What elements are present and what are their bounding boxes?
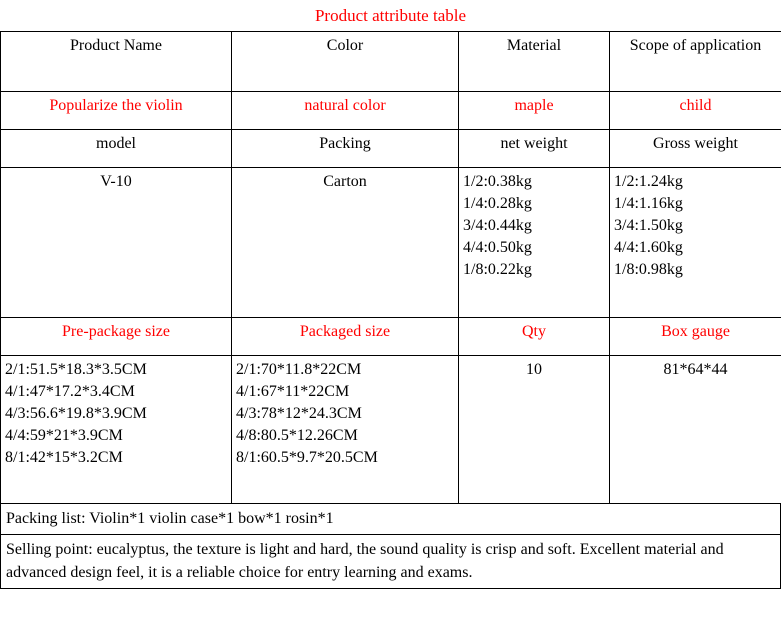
value-gross-weight [610,168,781,318]
packaged-size-line: 4/8:80.5*12.26CM [236,427,358,444]
header-gross-weight: Gross weight [610,130,781,168]
header-scope-of-application: Scope of application [610,32,781,92]
net-weight-line: 4/4:0.50kg [463,239,532,256]
value-box-gauge: 81*64*44 [610,356,781,504]
net-weight-line: 1/4:0.28kg [463,195,532,212]
header-product-name: Product Name [1,32,232,92]
table-row [1,130,781,168]
pre-package-size-line: 8/1:42*15*3.2CM [5,449,123,466]
product-attribute-table [0,31,781,504]
packaged-size-line: 4/1:67*11*22CM [236,383,350,400]
net-weight-line: 3/4:0.44kg [463,217,532,234]
pre-package-size-line: 4/4:59*21*3.9CM [5,427,123,444]
packing-list-note: Packing list: Violin*1 violin case*1 bow*1 rosin*1 [0,504,781,535]
gross-weight-line: 1/8:0.98kg [614,261,683,278]
gross-weight-line: 1/4:1.16kg [614,195,683,212]
page-title: Product attribute table [314,6,467,25]
net-weight-line: 1/8:0.22kg [463,261,532,278]
packaged-size-line: 4/3:78*12*24.3CM [236,405,362,422]
value-color: natural color [232,92,459,130]
header-model: model [1,130,232,168]
net-weight-line: 1/2:0.38kg [463,173,532,190]
header-pre-package-size: Pre-package size [1,318,232,356]
table-row [1,32,781,92]
header-color: Color [232,32,459,92]
notes-block [0,504,781,589]
value-packing: Carton [232,168,459,318]
table-row [1,356,781,504]
pre-package-size-line: 4/1:47*17.2*3.4CM [5,383,135,400]
header-packaged-size: Packaged size [232,318,459,356]
value-model: V-10 [1,168,232,318]
packaged-size-line: 2/1:70*11.8*22CM [236,361,362,378]
gross-weight-line: 4/4:1.60kg [614,239,683,256]
header-box-gauge: Box gauge [610,318,781,356]
header-qty: Qty [459,318,610,356]
table-row [1,318,781,356]
value-packaged-size [232,356,459,504]
header-net-weight: net weight [459,130,610,168]
pre-package-size-line: 4/3:56.6*19.8*3.9CM [5,405,147,422]
header-material: Material [459,32,610,92]
packaged-size-line: 8/1:60.5*9.7*20.5CM [236,449,378,466]
value-net-weight [459,168,610,318]
value-pre-package-size [1,356,232,504]
selling-point-note: Selling point: eucalyptus, the texture is light and hard, the sound quality is crisp and soft. Excellent material and advanced design feel, it is a reliable choice for entry learning and exams. [0,535,781,589]
value-qty: 10 [459,356,610,504]
gross-weight-line: 3/4:1.50kg [614,217,683,234]
header-packing: Packing [232,130,459,168]
table-row [1,92,781,130]
value-product-name: Popularize the violin [1,92,232,130]
value-material: maple [459,92,610,130]
gross-weight-line: 1/2:1.24kg [614,173,683,190]
pre-package-size-line: 2/1:51.5*18.3*3.5CM [5,361,147,378]
table-row [1,168,781,318]
value-scope-of-application: child [610,92,781,130]
